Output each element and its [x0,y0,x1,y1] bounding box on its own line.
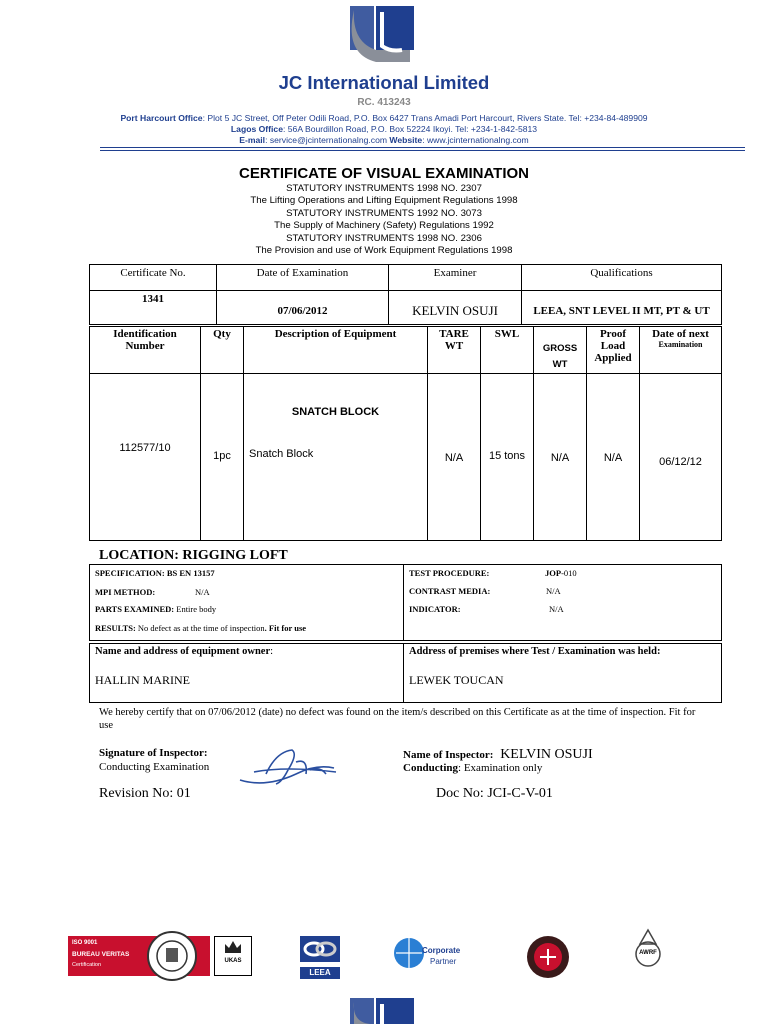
swl-header: SWL [481,327,534,374]
examiner-header: Examiner [389,265,522,291]
rc-number: RC. 413243 [357,97,411,108]
ukas-badge: UKAS [214,936,252,976]
cert-no-value: 1341 [90,291,217,325]
mpi-value: N/A [195,587,210,597]
proof-load-header: Proof Load Applied [587,327,640,374]
tare-wt-cell: N/A [428,374,481,541]
gross-wt-cell: N/A [534,374,587,541]
indicator-value: N/A [549,604,564,614]
port-harcourt-address: Port Harcourt Office: Plot 5 JC Street, Off Peter Odili Road, P.O. Box 6427 Trans Amadi Port Harcourt, Rivers State. Tel: +234-84-489909 [120,113,648,123]
description-cell [244,374,428,541]
awrf-emblem-icon [626,928,670,968]
contact-line: E-mail: service@jcinternationalng.com Website: www.jcinternationalng.com [239,135,529,145]
gross-wt-header: GROSS WT [534,327,587,374]
test-procedure-value: JOP-010 [545,568,577,578]
cert-no-header: Certificate No. [90,265,217,291]
id-number-cell: 112577/10 [90,374,201,541]
parts-examined: PARTS EXAMINED: Entire body [95,604,217,614]
tare-wt-header: TARE WT [428,327,481,374]
indicator-label: INDICATOR: [409,604,461,614]
corporate-partner-badge: Corporate Partner [392,932,476,976]
proof-load-cell: N/A [587,374,640,541]
certificate-title: CERTIFICATE OF VISUAL EXAMINATION [238,165,529,182]
certificate-info-table [89,264,722,325]
specification-label: SPECIFICATION: BS EN 13157 [95,568,215,578]
crown-icon [223,939,243,957]
owner-label: Name and address of equipment owner: [95,646,274,657]
test-procedure-label: TEST PROCEDURE: [409,568,490,578]
results: RESULTS: No defect as at the time of inspection. Fit for use [95,623,307,633]
red-circular-seal-icon [524,934,572,980]
exam-date-header: Date of Examination [217,265,389,291]
leea-badge: LEEA [300,936,340,974]
inspector-name: KELVIN OSUJI [500,747,593,762]
equipment-table [89,326,722,541]
header-divider [100,147,745,148]
mpi-label: MPI METHOD: [95,587,156,597]
regulation-line: The Provision and use of Work Equipment Regulations 1998 [255,245,513,256]
signature-label: Signature of Inspector: [99,747,208,759]
section-label: SNATCH BLOCK [291,406,380,418]
certification-statement: We hereby certify that on 07/06/2012 (date) no defect was found on the item/s described on this Certificate as at the time of inspection. Fit for use [99,707,696,731]
spec-divider [403,565,404,640]
swl-cell: 15 tons [481,374,534,541]
premises-label: Address of premises where Test / Examination was held: [409,646,661,657]
qualifications-header: Qualifications [522,265,722,291]
doc-number: Doc No: JCI-C-V-01 [436,786,553,801]
globe-icon [392,936,426,970]
signature-sub: Conducting Examination [99,761,210,773]
id-number-header: Identification Number [90,327,201,374]
description-header: Description of Equipment [244,327,428,374]
regulation-line: STATUTORY INSTRUMENTS 1998 NO. 2307 [286,183,482,194]
contrast-media-label: CONTRAST MEDIA: [409,586,491,596]
bureau-veritas-seal-icon [146,930,198,982]
revision-number: Revision No: 01 [99,786,191,801]
owner-value: HALLIN MARINE [95,673,190,687]
company-logo [350,6,414,68]
header-divider-2 [100,150,745,151]
description-value: Snatch Block [249,448,314,460]
owner-divider [403,644,404,702]
lagos-address: Lagos Office: 56A Bourdillon Road, P.O. Box 52224 Ikoyi. Tel: +234-1-842-5813 [230,124,538,134]
chain-link-icon [300,936,340,962]
company-logo-footer [350,998,414,1024]
contrast-media-value: N/A [546,586,561,596]
next-exam-header: Date of next Examination [640,327,722,374]
qty-cell: 1pc [201,374,244,541]
qualifications-value: LEEA, SNT LEVEL II MT, PT & UT [522,291,722,325]
awrf-badge: AWRF [626,928,670,982]
bureau-veritas-badge: ISO 9001 BUREAU VERITAS Certification [68,936,210,976]
inspector-signature [236,744,346,790]
qty-header: Qty [201,327,244,374]
location-label: LOCATION: RIGGING LOFT [99,548,288,563]
premises-value: LEWEK TOUCAN [409,673,504,687]
company-name: JC International Limited [278,72,490,93]
regulation-line: STATUTORY INSTRUMENTS 1992 NO. 3073 [286,208,482,219]
regulation-line: The Supply of Machinery (Safety) Regulations 1992 [274,220,494,231]
exam-date-value: 07/06/2012 [217,291,389,325]
regulation-line: The Lifting Operations and Lifting Equipment Regulations 1998 [250,195,518,206]
next-exam-cell: 06/12/12 [640,374,722,541]
specification-box [89,564,722,641]
regulation-line: STATUTORY INSTRUMENTS 1998 NO. 2306 [286,233,482,244]
examiner-value: KELVIN OSUJI [389,291,522,325]
conducting-line: Conducting: Examination only [403,762,543,774]
owner-premises-box [89,643,722,703]
inspector-name-line: Name of Inspector: KELVIN OSUJI [403,747,593,762]
